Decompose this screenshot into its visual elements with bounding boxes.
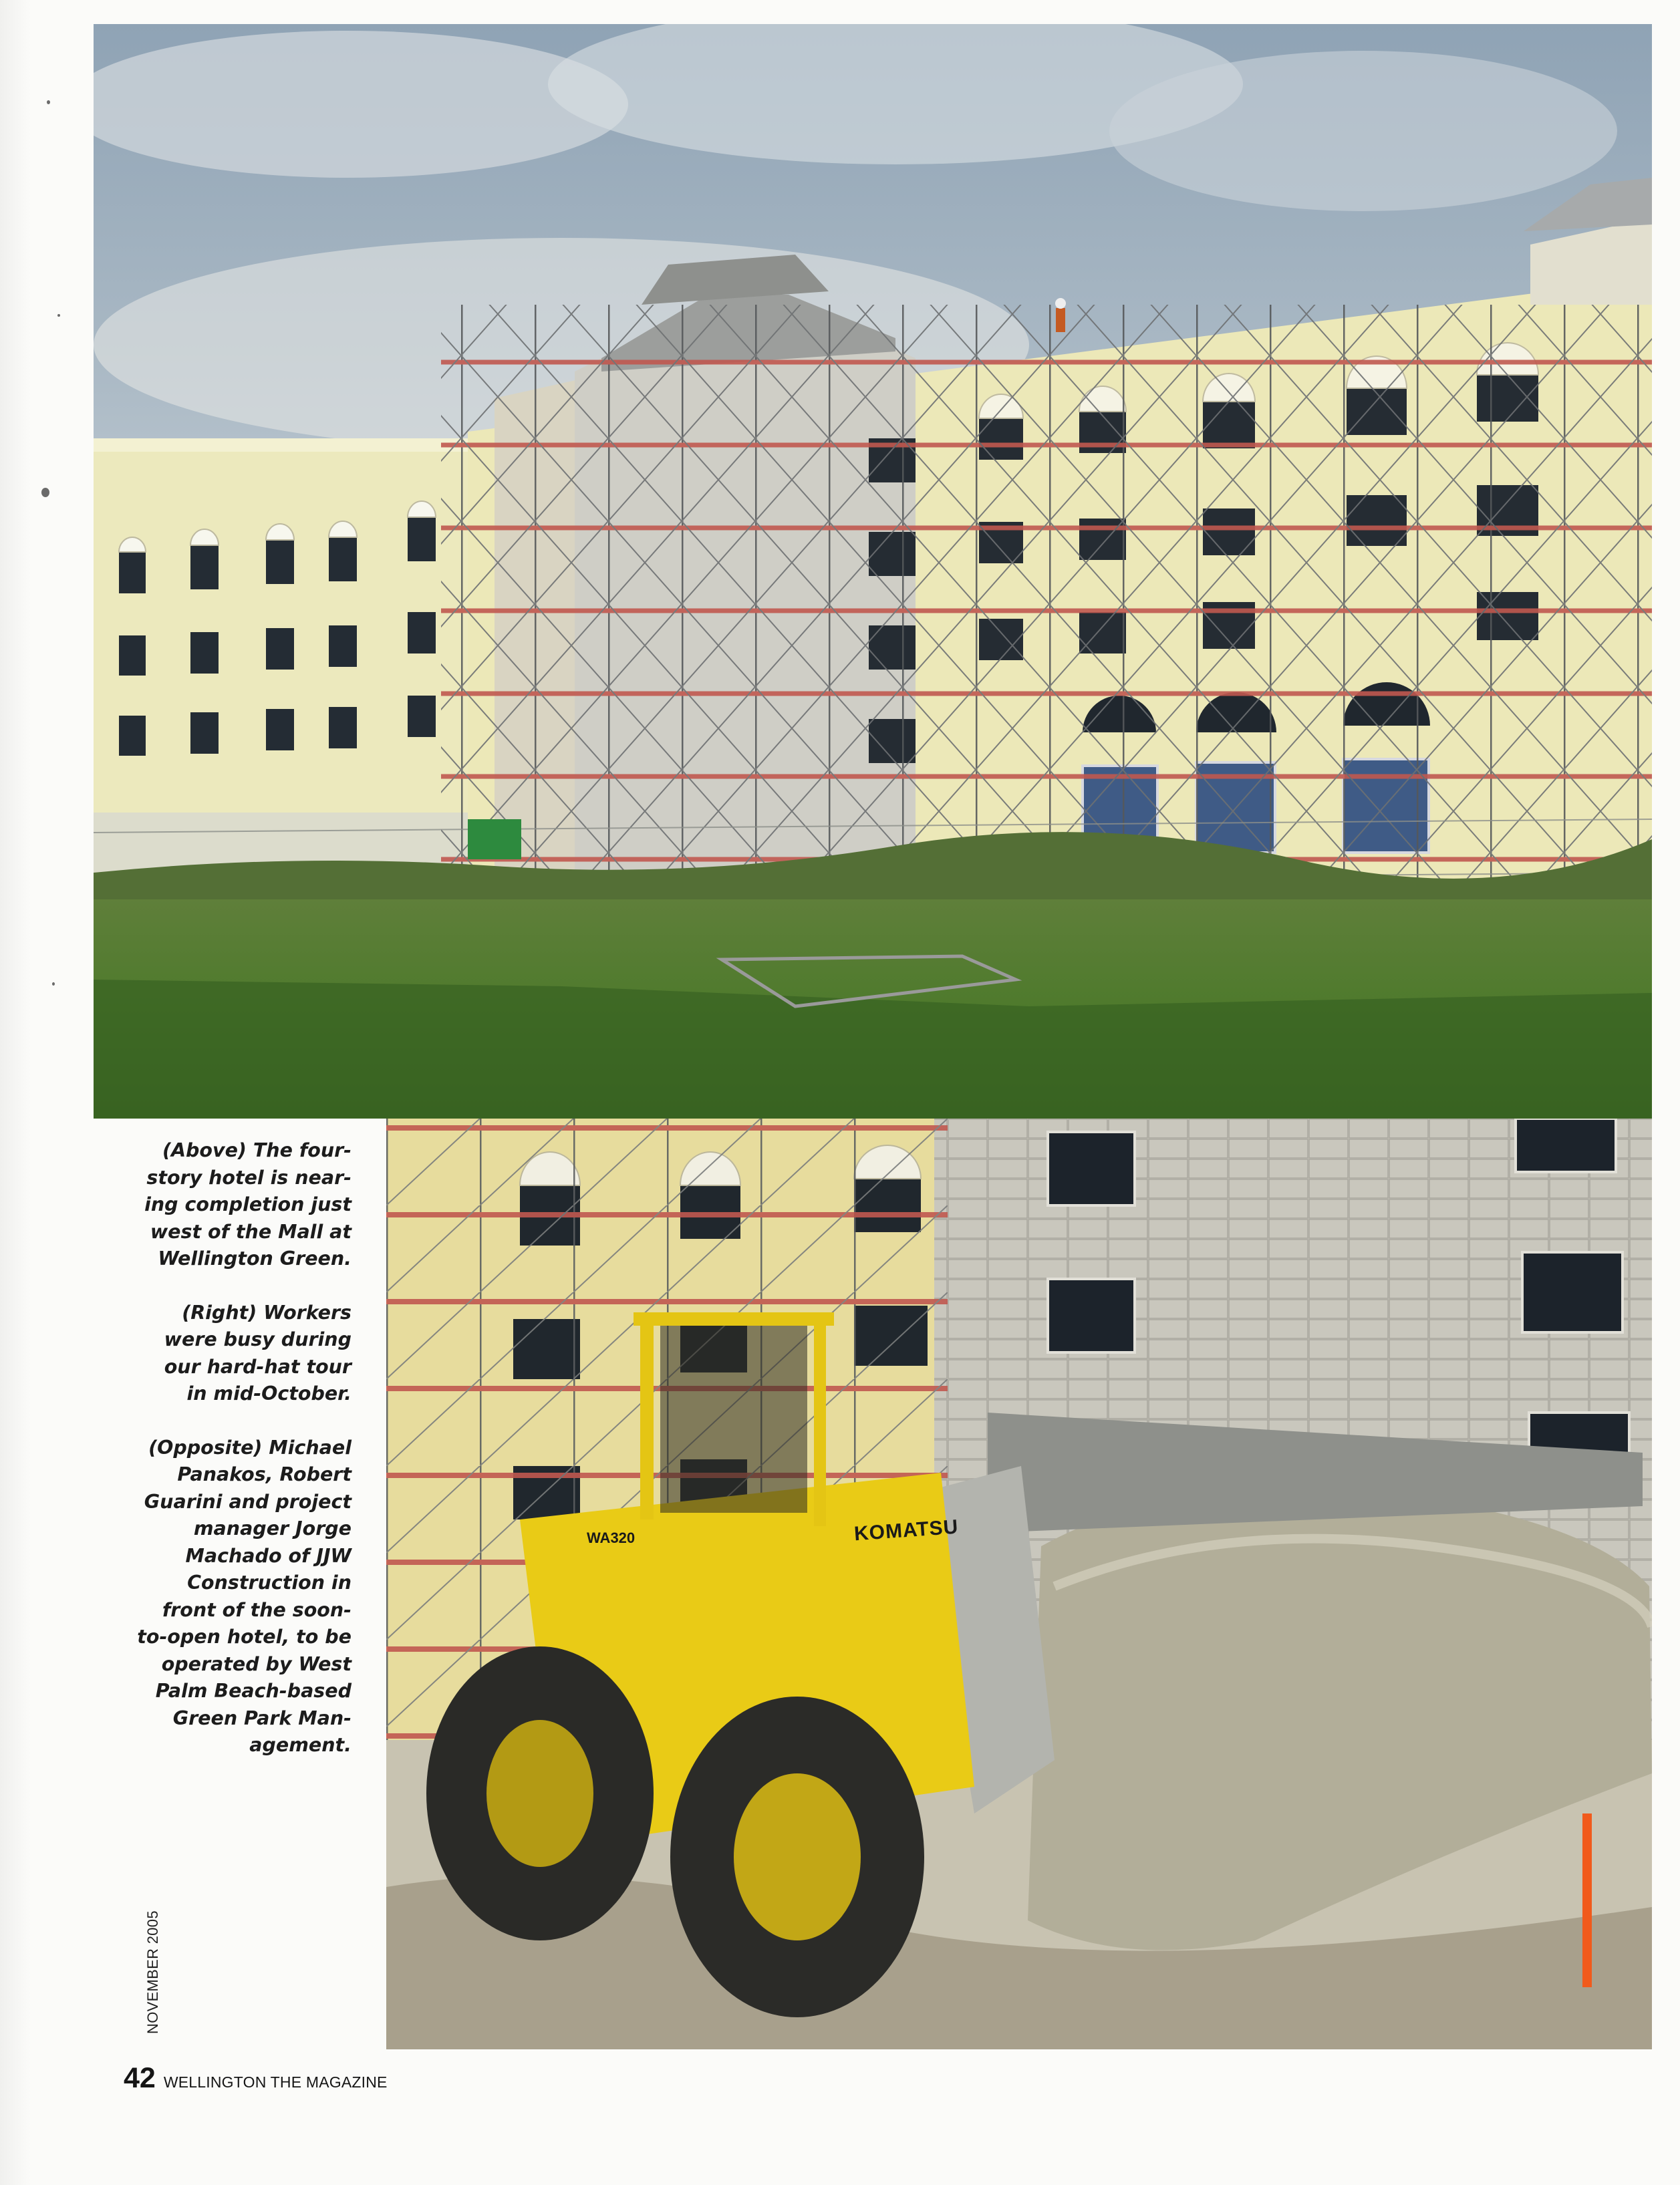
scan-speck bbox=[57, 314, 60, 317]
caption-line: our hard-hat tour bbox=[164, 1355, 352, 1378]
caption-line: agement. bbox=[249, 1734, 352, 1756]
caption-line: Panakos, Robert bbox=[177, 1463, 352, 1485]
caption-line: Wellington Green. bbox=[158, 1248, 352, 1270]
caption-line: manager Jorge bbox=[193, 1517, 352, 1540]
caption-line: (Above) The four- bbox=[162, 1139, 352, 1161]
scan-speck bbox=[41, 488, 49, 497]
loader-photo bbox=[386, 1119, 1652, 2049]
hotel-construction-photo bbox=[94, 24, 1652, 1119]
loader-model-label: WA320 bbox=[584, 1530, 638, 1547]
caption-paragraph bbox=[134, 1300, 352, 1408]
scan-edge bbox=[0, 0, 31, 2185]
caption-paragraph bbox=[134, 1137, 352, 1273]
hotel-illustration bbox=[94, 24, 1652, 1119]
caption-line: Construction in bbox=[187, 1572, 352, 1594]
loader-brand-label: KOMATSU bbox=[853, 1515, 960, 1546]
caption-line: Guarini and project bbox=[144, 1490, 352, 1513]
caption-line: (Right) Workers bbox=[182, 1301, 352, 1324]
issue-date: NOVEMBER 2005 bbox=[144, 1910, 161, 2034]
caption-line: in mid-October. bbox=[186, 1382, 352, 1405]
caption-line: Green Park Man- bbox=[172, 1707, 352, 1729]
scan-speck bbox=[47, 100, 50, 104]
caption-line: Machado of JJW bbox=[185, 1544, 352, 1567]
caption-line: to-open hotel, to be bbox=[137, 1626, 352, 1648]
caption-line: front of the soon- bbox=[162, 1598, 352, 1621]
page-folio bbox=[124, 2062, 388, 2095]
caption-line: story hotel is near- bbox=[146, 1166, 352, 1189]
caption-line: ing completion just bbox=[144, 1193, 352, 1215]
caption-line: operated by West bbox=[161, 1652, 352, 1675]
caption-paragraph bbox=[134, 1435, 352, 1759]
loader-illustration bbox=[386, 1119, 1652, 2049]
photo-caption bbox=[134, 1137, 352, 1786]
caption-line: west of the Mall at bbox=[150, 1220, 352, 1243]
caption-line: were busy during bbox=[164, 1328, 352, 1350]
caption-line: (Opposite) Michael bbox=[148, 1436, 352, 1459]
magazine-name: WELLINGTON THE MAGAZINE bbox=[163, 2073, 388, 2091]
page-number: 42 bbox=[124, 2062, 156, 2094]
caption-line: Palm Beach-based bbox=[155, 1680, 352, 1702]
scan-speck bbox=[52, 982, 55, 986]
